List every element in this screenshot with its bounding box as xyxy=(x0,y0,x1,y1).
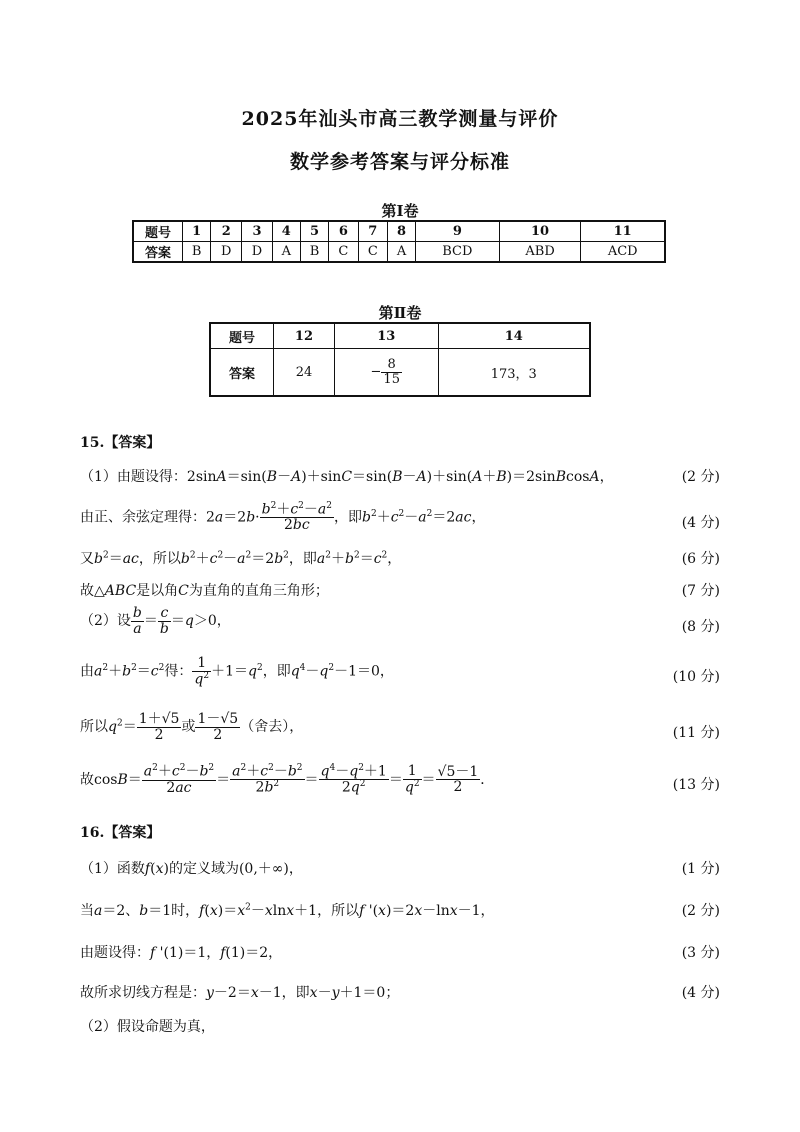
line-text: 由题设得：f '(1)＝1，f(1)＝2， xyxy=(80,945,283,961)
line-text: 由$a^2+b^2=c^2$得： $\frac{1}{q^2}$ $+1=q^2$，即$q^4-q^2-1=0$， xyxy=(80,655,394,688)
row-label: 题号 xyxy=(133,221,183,242)
score-points: (4 分) xyxy=(681,985,720,1001)
solution-line xyxy=(80,502,720,542)
table-cell: A xyxy=(388,242,416,263)
score-points: (7 分) xyxy=(681,583,720,599)
line-text: （2）设 $\frac{b}{a}$ ＝ $\frac{c}{b}$ ＝q＞0， xyxy=(80,605,231,637)
line-text: 由正、余弦定理得：2a＝2b· $\frac{b^2+c^2-a^2}{2bc}$ ，即$b^2+c^2-a^2=2ac$， xyxy=(80,501,486,534)
line-text: 又$b^2=ac$，所以$b^2+c^2-a^2=2b^2$，即$a^2+b^2=c^2$， xyxy=(80,550,402,567)
table-cell: ACD xyxy=(581,242,665,263)
volume-2-title: 第Ⅱ卷 xyxy=(378,304,422,322)
row-label: 题号 xyxy=(210,323,274,349)
score-points: (1 分) xyxy=(681,861,720,877)
table-cell: 8 xyxy=(388,221,416,242)
denominator: 15 xyxy=(383,371,400,387)
line-text: 故cosB＝ $\frac{a^2+c^2-b^2}{2ac}$ ＝ $\frac{a^2+c^2-b^2}{2b^2}$ ＝ $\frac{q^4-q^2+1}{2q^2}$ ＝ $\frac{1}{q^2}$ ＝ $\frac{√5-1}{2}$ ． xyxy=(80,763,495,796)
score-points: (6 分) xyxy=(681,551,720,567)
row-label: 答案 xyxy=(133,242,183,263)
table-cell: C xyxy=(358,242,387,263)
table-cell: ABD xyxy=(499,242,581,263)
score-points: (8 分) xyxy=(681,619,720,635)
table-row xyxy=(210,323,590,349)
table-cell: C xyxy=(329,242,358,263)
line-text: 所以$q^2=$ $\frac{1+√5}{2}$ 或 $\frac{1-√5}{2}$ （舍去）， xyxy=(80,711,304,743)
table-cell: 6 xyxy=(329,221,358,242)
table-cell: D xyxy=(211,242,242,263)
table-cell: 10 xyxy=(499,221,581,242)
table-cell: 12 xyxy=(274,323,335,349)
line-text: 故△ABC是以角C为直角的直角三角形； xyxy=(80,583,329,599)
line-text: 故所求切线方程是：y－2＝x－1，即x－y＋1＝0； xyxy=(80,985,400,1001)
line-text: （1）函数f(x)的定义域为(0,＋∞)， xyxy=(80,861,303,877)
minus-sign: − xyxy=(370,364,382,380)
table-cell: 173，3 xyxy=(438,349,590,397)
table-row xyxy=(210,349,590,397)
row-label: 答案 xyxy=(210,349,274,397)
q15-heading: 15.【答案】 xyxy=(80,435,161,451)
score-points: (10 分) xyxy=(672,669,720,685)
fraction xyxy=(381,358,402,386)
table-cell: B xyxy=(183,242,211,263)
solution-line xyxy=(80,764,720,804)
table-cell: 13 xyxy=(334,323,438,349)
table-cell: 1 xyxy=(183,221,211,242)
table-row xyxy=(133,242,665,263)
table-cell: 2 xyxy=(211,221,242,242)
answer-table-2 xyxy=(209,322,591,397)
numerator: 8 xyxy=(381,358,402,373)
score-points: (3 分) xyxy=(681,945,720,961)
table-cell: A xyxy=(272,242,300,263)
line-text: （2）假设命题为真， xyxy=(80,1019,215,1035)
table-cell: 4 xyxy=(272,221,300,242)
table-cell: 9 xyxy=(415,221,499,242)
document-subtitle: 数学参考答案与评分标准 xyxy=(289,151,510,173)
score-points: (4 分) xyxy=(681,515,720,531)
table-cell: B xyxy=(300,242,328,263)
table-cell: D xyxy=(242,242,273,263)
score-points: (2 分) xyxy=(681,469,720,485)
table-cell: BCD xyxy=(415,242,499,263)
table-row xyxy=(133,221,665,242)
score-points: (13 分) xyxy=(672,777,720,793)
table-cell: 5 xyxy=(300,221,328,242)
line-text: 当a＝2、b＝1时，$f(x)=x^2-xlnx+1$，所以f '(x)＝2x－lnx－1， xyxy=(80,902,495,919)
score-points: (2 分) xyxy=(681,903,720,919)
volume-1-title: 第Ⅰ卷 xyxy=(381,202,419,220)
table-cell: 3 xyxy=(242,221,273,242)
answer-table-1 xyxy=(132,220,666,263)
document-title: 2025年汕头市高三教学测量与评价 xyxy=(241,108,559,130)
table-cell: 7 xyxy=(358,221,387,242)
score-points: (11 分) xyxy=(672,725,720,741)
table-cell: 11 xyxy=(581,221,665,242)
line-text: （1）由题设得：2sinA＝sin(B－A)＋sinC＝sin(B－A)＋sin(A＋B)＝2sinBcosA， xyxy=(80,469,614,485)
table-cell: 24 xyxy=(274,349,335,397)
solution-line xyxy=(80,656,720,696)
solution-line xyxy=(80,712,720,752)
table-cell xyxy=(334,349,438,397)
solution-line xyxy=(80,606,720,646)
table-cell: 14 xyxy=(438,323,590,349)
q16-heading: 16.【答案】 xyxy=(80,825,161,841)
